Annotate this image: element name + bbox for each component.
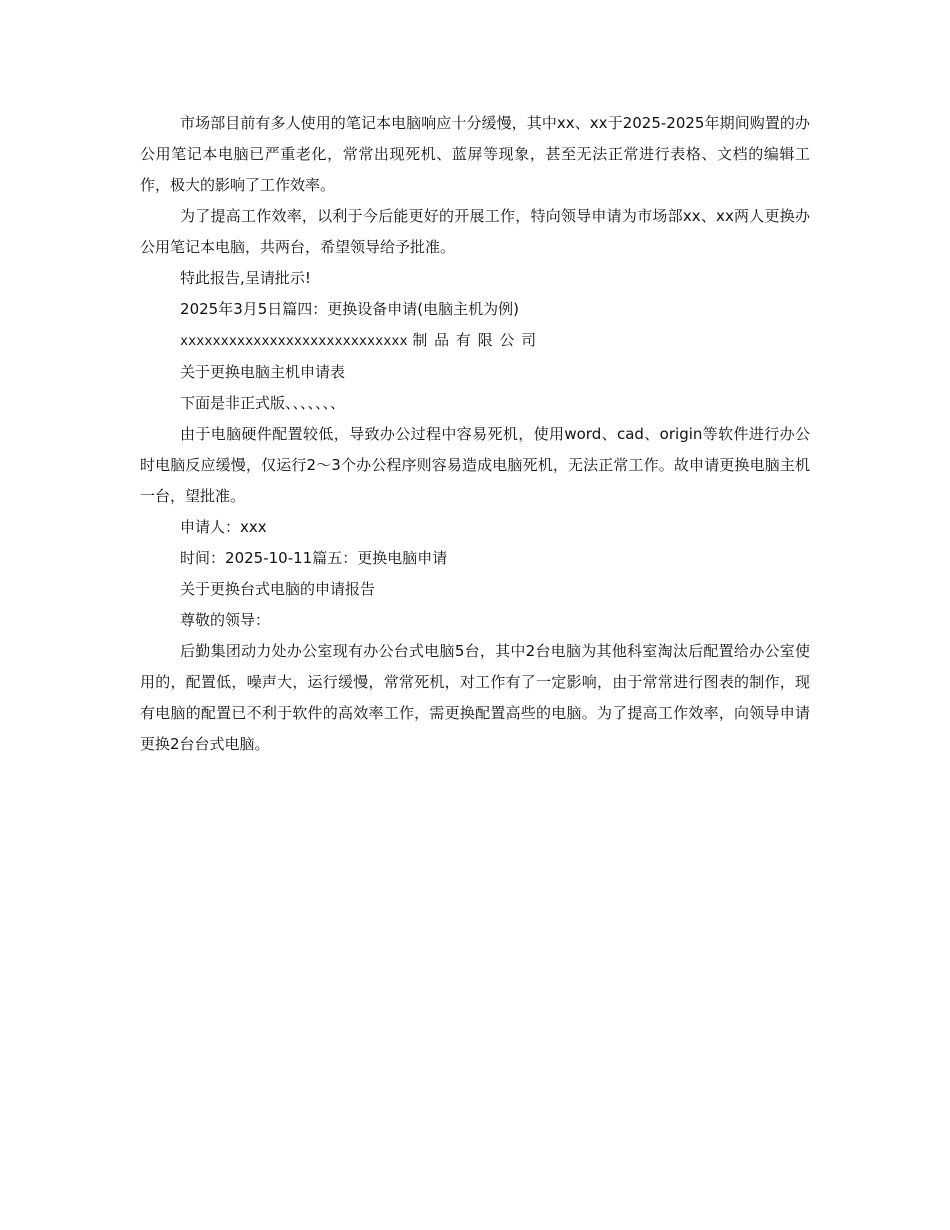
company-name-suffix: 制品有限公司 (412, 331, 543, 349)
paragraph-laptop-problem: 市场部目前有多人使用的笔记本电脑响应十分缓慢，其中xx、xx于2025-2025年期间购置的办公用笔记本电脑已严重老化，常常出现死机、蓝屏等现象，甚至无法正常进行表格、文档的编辑工作，极大的影响了工作效率。 (140, 114, 810, 194)
paragraph-salutation: 尊敬的领导： (180, 611, 271, 629)
paragraph-desktop-request: 后勤集团动力处办公室现有办公台式电脑5台，其中2台电脑为其他科室淘汰后配置给办公室使用的，配置低，噪声大，运行缓慢，常常死机，对工作有了一定影响，由于常常进行图表的制作，现有电脑的配置已不利于软件的高效率工作，需更换配置高些的电脑。为了提高工作效率，向领导申请更换2台台式电脑。 (140, 642, 810, 753)
paragraph-informal-note: 下面是非正式版、、、、、、、 (180, 394, 346, 412)
paragraph-host-reason: 由于电脑硬件配置较低，导致办公过程中容易死机，使用word、cad、origin等软件进行办公时电脑反应缓慢，仅运行2～3个办公程序则容易造成电脑死机，无法正常工作。故申请更换电脑主机一台，望批准。 (140, 425, 810, 505)
paragraph-report-closing: 特此报告,呈请批示! (180, 269, 311, 287)
paragraph-date-section-four: 2025年3月5日篇四：更换设备申请(电脑主机为例) (180, 300, 520, 318)
paragraph-desktop-report-title: 关于更换台式电脑的申请报告 (180, 580, 376, 598)
company-name-placeholder: xxxxxxxxxxxxxxxxxxxxxxxxxxxx (180, 333, 408, 349)
document-body (140, 108, 810, 760)
paragraph-laptop-request: 为了提高工作效率，以利于今后能更好的开展工作，特向领导申请为市场部xx、xx两人更换办公用笔记本电脑，共两台，希望领导给予批准。 (140, 207, 810, 256)
paragraph-time-section-five: 时间：2025-10-11篇五：更换电脑申请 (180, 549, 448, 567)
paragraph-applicant: 申请人：xxx (180, 518, 267, 536)
paragraph-form-title: 关于更换电脑主机申请表 (180, 363, 346, 381)
company-name-line (140, 325, 810, 357)
